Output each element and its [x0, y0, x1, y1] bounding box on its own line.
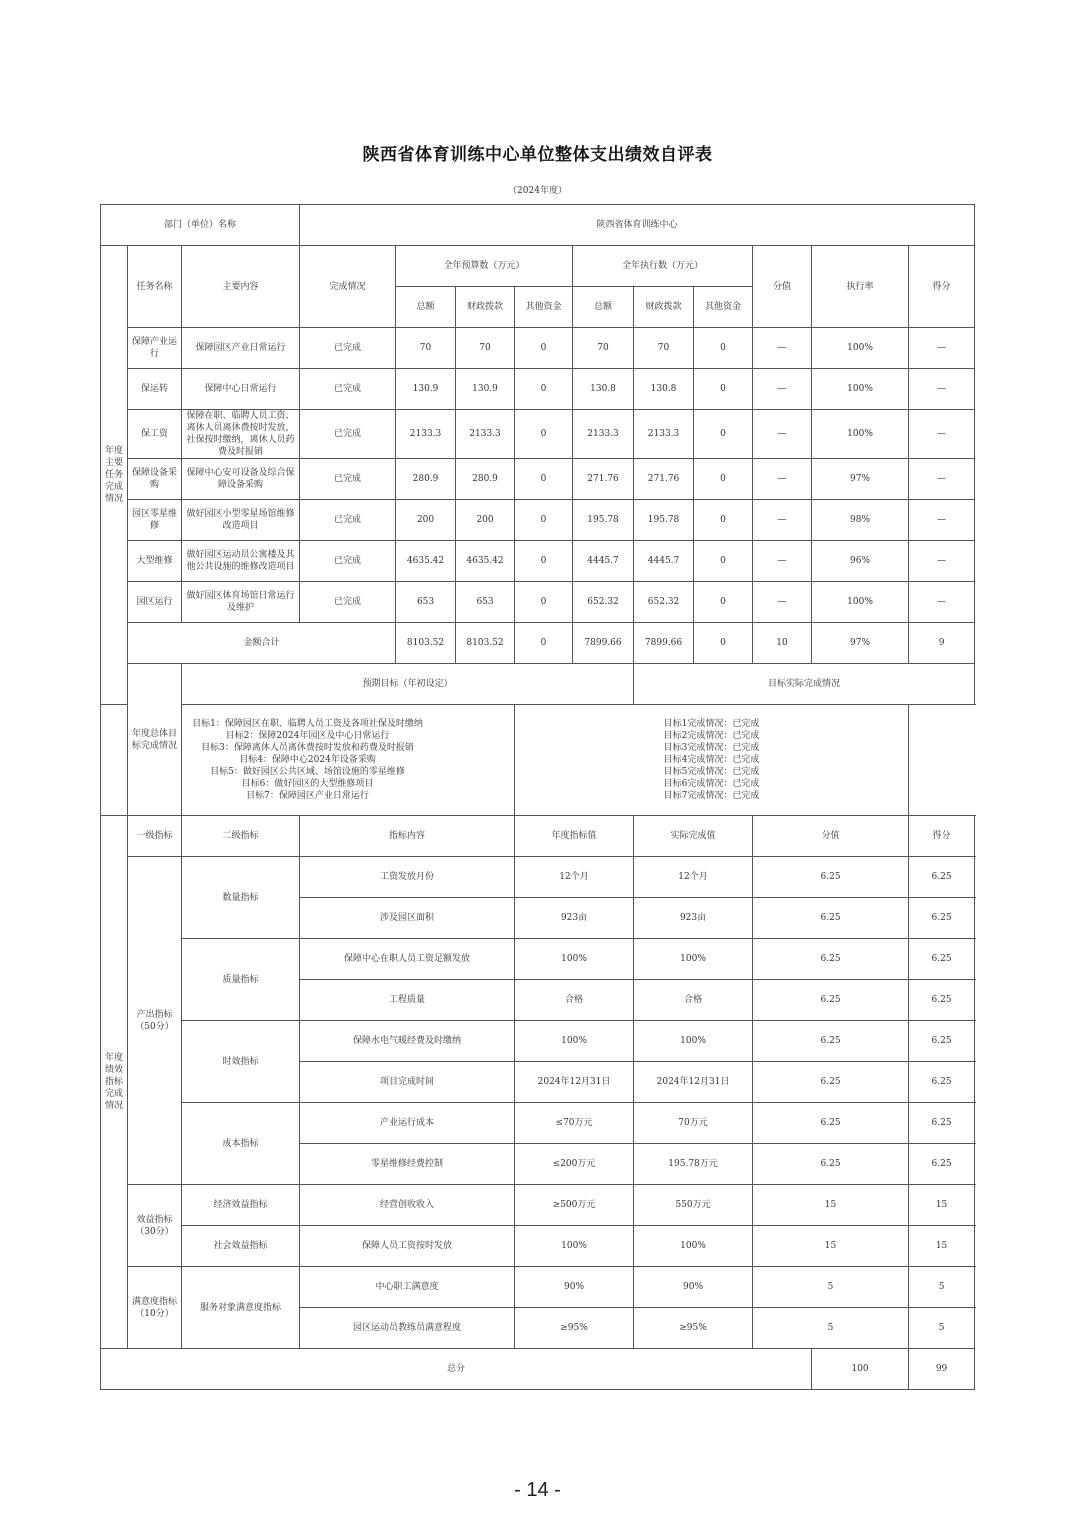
indicator-score: 5	[753, 1267, 909, 1308]
page-number: - 14 -	[514, 1479, 561, 1501]
expected-goal: 目标4：保障中心2024年设备采购	[239, 755, 376, 765]
indicator-row	[101, 1185, 975, 1226]
task-row	[101, 582, 975, 623]
task-content: 保障中心日常运行	[182, 369, 300, 410]
header-exec-other: 其他资金	[694, 287, 753, 328]
header-indicator-score: 分值	[753, 816, 909, 857]
task-rate: 98%	[812, 500, 909, 541]
budget-fiscal: 200	[456, 500, 515, 541]
level2-cost: 成本指标	[182, 1103, 300, 1185]
indicator-actual: 90%	[634, 1267, 753, 1308]
task-status: 已完成	[300, 459, 396, 500]
indicator-target: ≥95%	[515, 1308, 634, 1349]
budget-total: 280.9	[396, 459, 456, 500]
task-points: —	[909, 369, 975, 410]
expected-goals-header: 预期目标（年初设定）	[182, 664, 634, 705]
budget-total: 2133.3	[396, 410, 456, 459]
expected-goal: 目标2：保障2024年园区及中心日常运行	[225, 731, 390, 741]
exec-other: 0	[694, 410, 753, 459]
budget-other: 0	[515, 541, 573, 582]
indicator-row	[101, 857, 975, 898]
actual-goal: 目标6完成情况：已完成	[663, 779, 760, 789]
header-level1: 一级指标	[128, 816, 182, 857]
indicator-actual: 12个月	[634, 857, 753, 898]
indicator-target: ≤200万元	[515, 1144, 634, 1185]
indicator-content: 工资发放月份	[300, 857, 515, 898]
header-exec-total: 总额	[573, 287, 634, 328]
exec-fiscal: 4445.7	[634, 541, 694, 582]
task-status: 已完成	[300, 410, 396, 459]
expected-goal: 目标5：做好园区公共区域、场馆设施的零星维修	[210, 767, 405, 777]
indicator-score: 6.25	[753, 980, 909, 1021]
task-rate: 100%	[812, 369, 909, 410]
indicator-content: 项目完成时间	[300, 1062, 515, 1103]
total-label: 金额合计	[128, 623, 396, 664]
total-budget-other: 0	[515, 623, 573, 664]
exec-total: 271.76	[573, 459, 634, 500]
indicator-actual: ≥95%	[634, 1308, 753, 1349]
header-status: 完成情况	[300, 246, 396, 328]
exec-total: 130.8	[573, 369, 634, 410]
indicator-target: ≤70万元	[515, 1103, 634, 1144]
indicator-actual: 100%	[634, 939, 753, 980]
level2-quantity: 数量指标	[182, 857, 300, 939]
task-name: 大型维修	[128, 541, 182, 582]
header-budget-total: 总额	[396, 287, 456, 328]
indicator-row	[101, 1021, 975, 1062]
total-budget-total: 8103.52	[396, 623, 456, 664]
indicator-score: 15	[753, 1226, 909, 1267]
indicator-score: 15	[753, 1185, 909, 1226]
indicator-score: 6.25	[753, 1021, 909, 1062]
indicator-points: 5	[909, 1308, 975, 1349]
task-row	[101, 410, 975, 459]
task-name: 保障设备采购	[128, 459, 182, 500]
exec-fiscal: 130.8	[634, 369, 694, 410]
indicator-actual: 550万元	[634, 1185, 753, 1226]
header-level2: 二级指标	[182, 816, 300, 857]
budget-total: 70	[396, 328, 456, 369]
section2-label: 年度总体目标完成情况	[128, 664, 182, 816]
budget-other: 0	[515, 582, 573, 623]
task-points: —	[909, 410, 975, 459]
task-rate: 97%	[812, 459, 909, 500]
task-content: 做好园区运动员公寓楼及其他公共设施的维修改造项目	[182, 541, 300, 582]
indicator-actual: 2024年12月31日	[634, 1062, 753, 1103]
indicator-row	[101, 1226, 975, 1267]
indicator-target: 100%	[515, 1021, 634, 1062]
header-budget: 全年预算数（万元）	[396, 246, 573, 287]
budget-other: 0	[515, 410, 573, 459]
total-rate: 97%	[812, 623, 909, 664]
task-status: 已完成	[300, 500, 396, 541]
task-points: —	[909, 500, 975, 541]
budget-total: 653	[396, 582, 456, 623]
total-exec-fiscal: 7899.66	[634, 623, 694, 664]
header-content: 主要内容	[182, 246, 300, 328]
task-status: 已完成	[300, 541, 396, 582]
report-year: （2024年度）	[508, 186, 567, 196]
exec-total: 195.78	[573, 500, 634, 541]
task-points: —	[909, 328, 975, 369]
indicator-points: 6.25	[909, 1144, 975, 1185]
indicator-points: 15	[909, 1185, 975, 1226]
header-points: 得分	[909, 246, 975, 328]
budget-other: 0	[515, 369, 573, 410]
indicator-actual: 100%	[634, 1226, 753, 1267]
total-row	[101, 623, 975, 664]
task-points: —	[909, 582, 975, 623]
indicator-target: 合格	[515, 980, 634, 1021]
evaluation-table	[100, 204, 975, 1390]
level2-quality: 质量指标	[182, 939, 300, 1021]
task-score: —	[753, 500, 812, 541]
expected-goal: 目标3：保障离休人员离休费按时发放和药费及时报销	[201, 743, 414, 753]
task-content: 保障园区产业日常运行	[182, 328, 300, 369]
level2-service: 服务对象满意度指标	[182, 1267, 300, 1349]
indicator-score: 6.25	[753, 898, 909, 939]
task-name: 保障产业运行	[128, 328, 182, 369]
total-score: 10	[753, 623, 812, 664]
header-score: 分值	[753, 246, 812, 328]
indicator-content: 中心职工满意度	[300, 1267, 515, 1308]
expected-goal: 目标6：做好园区的大型维修项目	[241, 779, 374, 789]
indicator-target: 923亩	[515, 898, 634, 939]
exec-fiscal: 195.78	[634, 500, 694, 541]
dept-label: 部门（单位）名称	[101, 205, 300, 246]
task-rate: 100%	[812, 582, 909, 623]
header-target: 年度指标值	[515, 816, 634, 857]
task-rate: 96%	[812, 541, 909, 582]
indicator-content: 经营创收收入	[300, 1185, 515, 1226]
task-row	[101, 369, 975, 410]
task-status: 已完成	[300, 328, 396, 369]
indicator-content: 保障人员工资按时发放	[300, 1226, 515, 1267]
actual-goal: 目标2完成情况：已完成	[663, 731, 760, 741]
header-budget-fiscal: 财政拨款	[456, 287, 515, 328]
indicator-points: 6.25	[909, 898, 975, 939]
actual-goal: 目标7完成情况：已完成	[663, 791, 760, 801]
indicator-score: 5	[753, 1308, 909, 1349]
task-rate: 100%	[812, 328, 909, 369]
header-rate: 执行率	[812, 246, 909, 328]
level1-satisfaction: 满意度指标（10分）	[128, 1267, 182, 1349]
exec-other: 0	[694, 369, 753, 410]
header-actual: 实际完成值	[634, 816, 753, 857]
indicator-actual: 70万元	[634, 1103, 753, 1144]
header-indicator-content: 指标内容	[300, 816, 515, 857]
task-row	[101, 459, 975, 500]
task-name: 保工资	[128, 410, 182, 459]
budget-total: 200	[396, 500, 456, 541]
task-points: —	[909, 541, 975, 582]
level2-social: 社会效益指标	[182, 1226, 300, 1267]
task-content: 保障在职、临聘人员工资、离休人员离休费按时发放，社保按时缴纳，离休人员药费及时报销	[182, 410, 300, 459]
indicator-points: 15	[909, 1226, 975, 1267]
indicator-actual: 195.78万元	[634, 1144, 753, 1185]
grand-total-row	[101, 1349, 975, 1390]
header-budget-other: 其他资金	[515, 287, 573, 328]
budget-fiscal: 280.9	[456, 459, 515, 500]
budget-other: 0	[515, 500, 573, 541]
indicator-content: 工程质量	[300, 980, 515, 1021]
total-points: 9	[909, 623, 975, 664]
task-content: 做好园区体育场馆日常运行及维护	[182, 582, 300, 623]
expected-goals-list	[101, 705, 515, 816]
section1-label: 年度主要任务完成情况	[101, 246, 128, 705]
exec-fiscal: 652.32	[634, 582, 694, 623]
page-title: 陕西省体育训练中心单位整体支出绩效自评表	[362, 145, 713, 165]
task-score: —	[753, 369, 812, 410]
level1-output: 产出指标（50分）	[128, 857, 182, 1185]
indicator-target: 90%	[515, 1267, 634, 1308]
level2-timeliness: 时效指标	[182, 1021, 300, 1103]
header-indicator-points: 得分	[909, 816, 975, 857]
indicator-content: 零星维修经费控制	[300, 1144, 515, 1185]
section3-label: 年度绩效指标完成情况	[101, 816, 128, 1349]
indicator-target: 12个月	[515, 857, 634, 898]
budget-total: 130.9	[396, 369, 456, 410]
task-points: —	[909, 459, 975, 500]
task-status: 已完成	[300, 369, 396, 410]
total-budget-fiscal: 8103.52	[456, 623, 515, 664]
task-row	[101, 500, 975, 541]
indicator-row	[101, 1267, 975, 1308]
total-exec-total: 7899.66	[573, 623, 634, 664]
indicator-target: 100%	[515, 939, 634, 980]
indicator-target: 2024年12月31日	[515, 1062, 634, 1103]
budget-fiscal: 2133.3	[456, 410, 515, 459]
exec-other: 0	[694, 541, 753, 582]
exec-other: 0	[694, 328, 753, 369]
indicator-row	[101, 939, 975, 980]
indicator-content: 保障中心在职人员工资足额发放	[300, 939, 515, 980]
actual-goals-header: 目标实际完成情况	[634, 664, 975, 705]
task-score: —	[753, 410, 812, 459]
indicator-points: 6.25	[909, 939, 975, 980]
exec-total: 70	[573, 328, 634, 369]
exec-other: 0	[694, 500, 753, 541]
exec-total: 2133.3	[573, 410, 634, 459]
grand-total-score: 100	[812, 1349, 909, 1390]
indicator-score: 6.25	[753, 1062, 909, 1103]
task-rate: 100%	[812, 410, 909, 459]
header-exec-fiscal: 财政拨款	[634, 287, 694, 328]
actual-goal: 目标4完成情况：已完成	[663, 755, 760, 765]
expected-goal: 目标7：保障园区产业日常运行	[246, 791, 369, 801]
task-name: 园区零星维修	[128, 500, 182, 541]
budget-fiscal: 653	[456, 582, 515, 623]
indicator-target: 100%	[515, 1226, 634, 1267]
total-exec-other: 0	[694, 623, 753, 664]
indicator-actual: 100%	[634, 1021, 753, 1062]
grand-total-points: 99	[909, 1349, 975, 1390]
budget-other: 0	[515, 328, 573, 369]
header-exec: 全年执行数（万元）	[573, 246, 753, 287]
indicator-score: 6.25	[753, 857, 909, 898]
indicator-points: 6.25	[909, 1062, 975, 1103]
indicator-content: 园区运动员教练员满意程度	[300, 1308, 515, 1349]
indicator-content: 产业运行成本	[300, 1103, 515, 1144]
indicator-score: 6.25	[753, 939, 909, 980]
task-score: —	[753, 328, 812, 369]
exec-other: 0	[694, 459, 753, 500]
task-name: 园区运行	[128, 582, 182, 623]
indicator-actual: 923亩	[634, 898, 753, 939]
header-task: 任务名称	[128, 246, 182, 328]
indicator-points: 6.25	[909, 857, 975, 898]
indicator-score: 6.25	[753, 1144, 909, 1185]
level2-economic: 经济效益指标	[182, 1185, 300, 1226]
exec-total: 4445.7	[573, 541, 634, 582]
indicator-points: 6.25	[909, 1103, 975, 1144]
expected-goal: 目标1：保障园区在职、临聘人员工资及各项社保及时缴纳	[192, 719, 423, 729]
indicator-row	[101, 1103, 975, 1144]
exec-other: 0	[694, 582, 753, 623]
task-row	[101, 541, 975, 582]
budget-fiscal: 130.9	[456, 369, 515, 410]
actual-goals-list	[515, 705, 909, 816]
task-content: 保障中心安可设备及综合保障设备采购	[182, 459, 300, 500]
grand-total-label: 总分	[101, 1349, 812, 1390]
task-name: 保运转	[128, 369, 182, 410]
indicator-score: 6.25	[753, 1103, 909, 1144]
actual-goal: 目标5完成情况：已完成	[663, 767, 760, 777]
indicator-content: 涉及园区面积	[300, 898, 515, 939]
indicator-points: 5	[909, 1267, 975, 1308]
exec-fiscal: 70	[634, 328, 694, 369]
indicator-points: 6.25	[909, 980, 975, 1021]
task-score: —	[753, 582, 812, 623]
actual-goal: 目标1完成情况：已完成	[663, 719, 760, 729]
dept-value: 陕西省体育训练中心	[300, 205, 975, 246]
budget-other: 0	[515, 459, 573, 500]
indicator-content: 保障水电气暖经费及时缴纳	[300, 1021, 515, 1062]
exec-fiscal: 2133.3	[634, 410, 694, 459]
indicator-points: 6.25	[909, 1021, 975, 1062]
indicator-target: ≥500万元	[515, 1185, 634, 1226]
actual-goal: 目标3完成情况：已完成	[663, 743, 760, 753]
task-content: 做好园区小型零星场馆维修改造项目	[182, 500, 300, 541]
task-status: 已完成	[300, 582, 396, 623]
exec-fiscal: 271.76	[634, 459, 694, 500]
indicator-actual: 合格	[634, 980, 753, 1021]
budget-total: 4635.42	[396, 541, 456, 582]
task-row	[101, 328, 975, 369]
task-score: —	[753, 541, 812, 582]
budget-fiscal: 70	[456, 328, 515, 369]
budget-fiscal: 4635.42	[456, 541, 515, 582]
exec-total: 652.32	[573, 582, 634, 623]
level1-benefit: 效益指标（30分）	[128, 1185, 182, 1267]
task-score: —	[753, 459, 812, 500]
